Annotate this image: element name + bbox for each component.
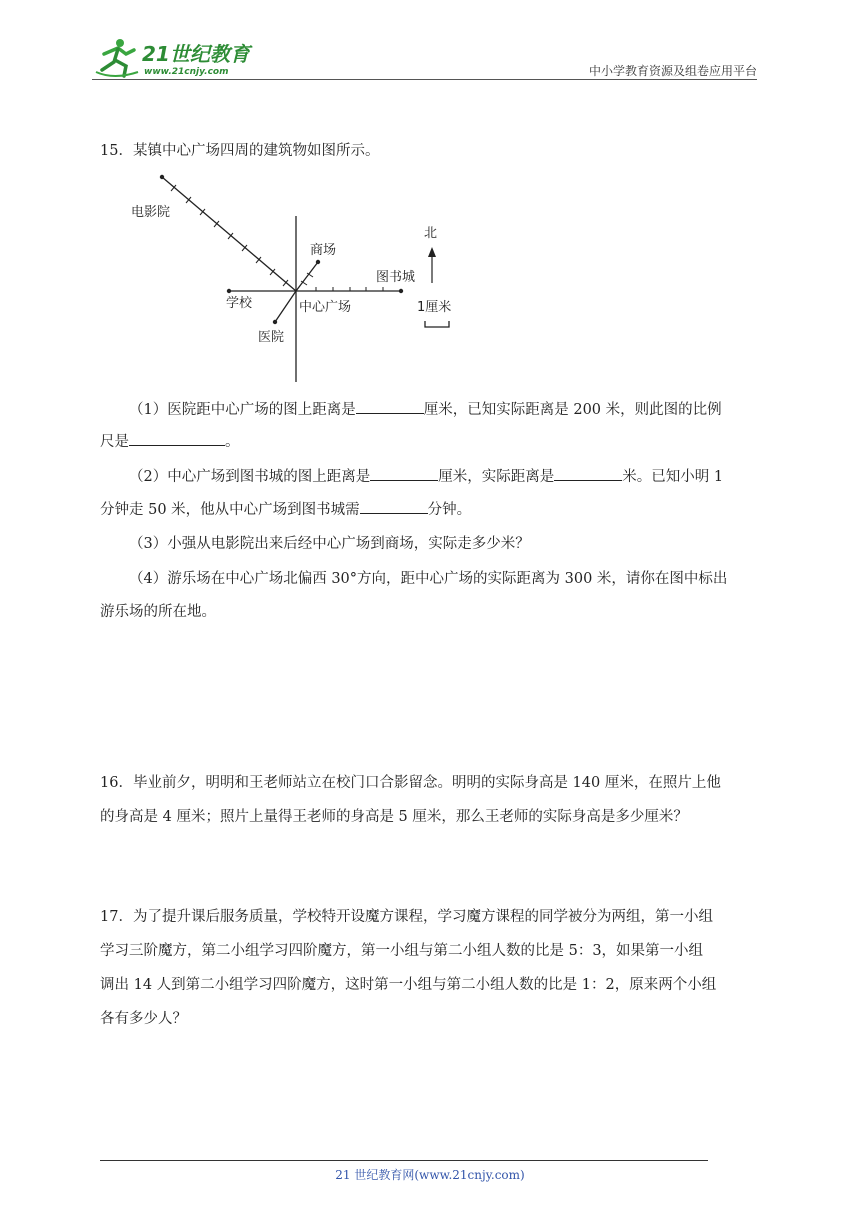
hospital-point [273,320,277,324]
q15-p2-blank-minutes[interactable] [360,496,428,514]
cinema-point [160,175,164,179]
school-point [227,289,231,293]
scale-bar [425,321,449,327]
mall-label: 商场 [310,243,337,258]
q15-part2-cont: 分钟走 50 米，他从中心广场到图书城需 分钟。 [100,494,764,526]
header-platform-text: 中小学教育资源及组卷应用平台 [588,64,757,78]
q17-line3: 调出 14 人到第二小组学习四阶魔方，这时第一小组与第二小组人数的比是 1：2，原来两个小组 [100,977,717,993]
q17-line4: 各有多少人？ [100,1011,187,1027]
q15-part4-cont: 游乐场的所在地。 [100,604,216,620]
header-divider [92,79,757,80]
site-logo [94,36,264,80]
center-label: 中心广场 [299,300,352,315]
q15-stem: 15．某镇中心广场四周的建筑物如图所示。 [100,143,380,159]
runner-icon [96,39,138,76]
mall-point [316,260,320,264]
q15-part3: （3）小强从电影院出来后经中心广场到商场，实际走多少米？ [129,536,530,552]
logo-text: 21世纪教育 [142,42,250,66]
q15-map-diagram [120,165,480,387]
hospital-label: 医院 [258,330,285,345]
q15-p2-blank-map-distance[interactable] [370,463,438,481]
q16-line1: 16．毕业前夕，明明和王老师站立在校门口合影留念。明明的实际身高是 140 厘米，在照片上他 [100,775,721,791]
logo-url: www.21cnjy.com [144,67,229,77]
q15-part4: （4）游乐场在中心广场北偏西 30°方向，距中心广场的实际距离为 300 米，请你在图中标出 [129,571,728,587]
bookcity-label: 图书城 [376,270,416,285]
q15-p1-blank-distance[interactable] [356,396,424,414]
q15-part1-cont: 尺是 。 [100,426,764,458]
q15-part1: （1）医院距中心广场的图上距离是 厘米，已知实际距离是 200 米，则此图的比例 [100,394,764,426]
q15-p1-blank-scale[interactable] [129,428,225,446]
q16-line2: 的身高是 4 厘米；照片上量得王老师的身高是 5 厘米，那么王老师的实际身高是多少厘米？ [100,809,688,825]
hospital-line [275,291,296,322]
q15-p2-blank-real-distance[interactable] [554,463,622,481]
mall-line [296,262,318,291]
school-label: 学校 [226,296,253,311]
q15-part2: （2）中心广场到图书城的图上距离是 厘米，实际距离是 米。已知小明 1 [100,461,764,493]
cinema-line [162,177,296,291]
north-label: 北 [424,226,438,241]
scale-label: 1厘米 [417,300,452,315]
north-arrow-icon [428,247,436,283]
footer-text[interactable]: 21 世纪教育网(www.21cnjy.com) [335,1168,525,1182]
bookcity-point [399,289,403,293]
q17-line2: 学习三阶魔方，第二小组学习四阶魔方，第一小组与第二小组人数的比是 5：3，如果第一小组 [100,943,704,959]
q17-line1: 17．为了提升课后服务质量，学校特开设魔方课程，学习魔方课程的同学被分为两组，第一小组 [100,909,713,925]
footer-divider [100,1160,708,1161]
cinema-label: 电影院 [131,205,171,220]
